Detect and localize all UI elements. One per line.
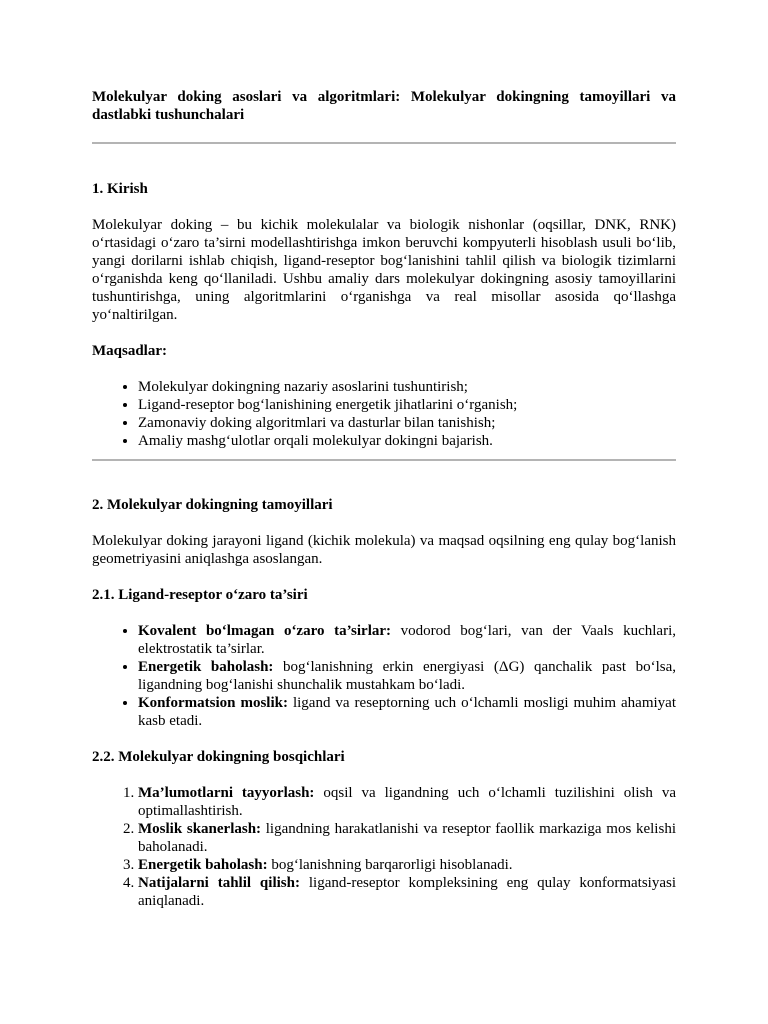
- interaction-item: [138, 658, 676, 694]
- subsection-2-1-heading: 2.1. Ligand-reseptor o‘zaro ta’siri: [92, 587, 308, 603]
- section-2-heading: 2. Molekulyar dokingning tamoyillari: [92, 497, 333, 513]
- interaction-text: ligand va reseptorning uch o‘lchamli mosligi muhim ahamiyat kasb etadi.: [138, 695, 676, 729]
- stage-term: Moslik skanerlash:: [138, 821, 262, 837]
- section-1-heading: 1. Kirish: [92, 181, 148, 197]
- goal-item: • Molekulyar dokingning nazariy asoslarini tushuntirish;: [138, 378, 676, 396]
- goals-list: [92, 378, 676, 450]
- stage-term: Natijalarni tahlil qilish:: [138, 875, 300, 891]
- stage-text: ligand-reseptor kompleksining eng qulay konformatsiyasi aniqlanadi.: [138, 875, 676, 909]
- stage-text: bog‘lanishning barqarorligi hisoblanadi.: [267, 857, 513, 873]
- interaction-item: [138, 694, 676, 730]
- interaction-text: vodorod bog‘lari, van der Vaals kuchlari, elektrostatik ta’sirlar.: [138, 623, 676, 657]
- section-1-paragraph: Molekulyar doking – bu kichik molekulalar va biologik nishonlar (oqsillar, DNK, RNK) o‘rtasidagi o‘zaro ta’sirni modellashtirishga imkon beruvchi kompyuterli hisoblash usuli bo‘lib, yangi dorilarni ishlab chiqish, ligand-reseptor bog‘lanishini tahlil qilish va biologik tizimlarni o‘rganishda keng qo‘llaniladi. Ushbu amaliy dars molekulyar dokingning asosiy tamoyillarini tushuntirishga, uning algoritmlarini o‘rganishga va real misollar asosida qo‘llashga yo‘naltirilgan.: [92, 217, 676, 323]
- goal-item: • Amaliy mashg‘ulotlar orqali molekulyar dokingni bajarish.: [138, 432, 676, 450]
- interaction-term: Konformatsion moslik:: [138, 695, 288, 711]
- stages-list: [92, 784, 676, 910]
- interaction-list: [92, 622, 676, 730]
- goal-item: • Ligand-reseptor bog‘lanishining energetik jihatlarini o‘rganish;: [138, 396, 676, 414]
- interaction-term: Kovalent bo‘lmagan o‘zaro ta’sirlar:: [138, 623, 392, 639]
- stage-text: oqsil va ligandning uch o‘lchamli tuzilishini olish va optimallashtirish.: [138, 785, 676, 819]
- interaction-term: Energetik baholash:: [138, 659, 274, 675]
- section-divider: [92, 142, 676, 144]
- stage-item: [138, 874, 676, 910]
- stage-term: Ma’lumotlarni tayyorlash:: [138, 785, 315, 801]
- subsection-2-2-heading: 2.2. Molekulyar dokingning bosqichlari: [92, 749, 345, 765]
- interaction-item: [138, 622, 676, 658]
- stage-item: [138, 856, 676, 874]
- section-divider: [92, 459, 676, 461]
- interaction-text: bog‘lanishning erkin energiyasi (ΔG) qanchalik past bo‘lsa, ligandning bog‘lanishi shunchalik mustahkam bo‘ladi.: [138, 659, 677, 693]
- stage-item: [138, 820, 676, 856]
- stage-item: [138, 784, 676, 820]
- goals-heading: Maqsadlar:: [92, 343, 167, 359]
- document-title: Molekulyar doking asoslari va algoritmlari: Molekulyar dokingning tamoyillari va dastlabki tushunchalari: [92, 89, 676, 123]
- stage-term: Energetik baholash:: [138, 857, 268, 873]
- stage-text: ligandning harakatlanishi va reseptor faollik markaziga mos kelishi baholanadi.: [138, 821, 676, 855]
- section-2-paragraph: Molekulyar doking jarayoni ligand (kichik molekula) va maqsad oqsilning eng qulay bog‘lanish geometriyasini aniqlashga asoslangan.: [92, 533, 676, 567]
- goal-item: • Zamonaviy doking algoritmlari va dasturlar bilan tanishish;: [138, 414, 676, 432]
- document-body: [92, 88, 676, 910]
